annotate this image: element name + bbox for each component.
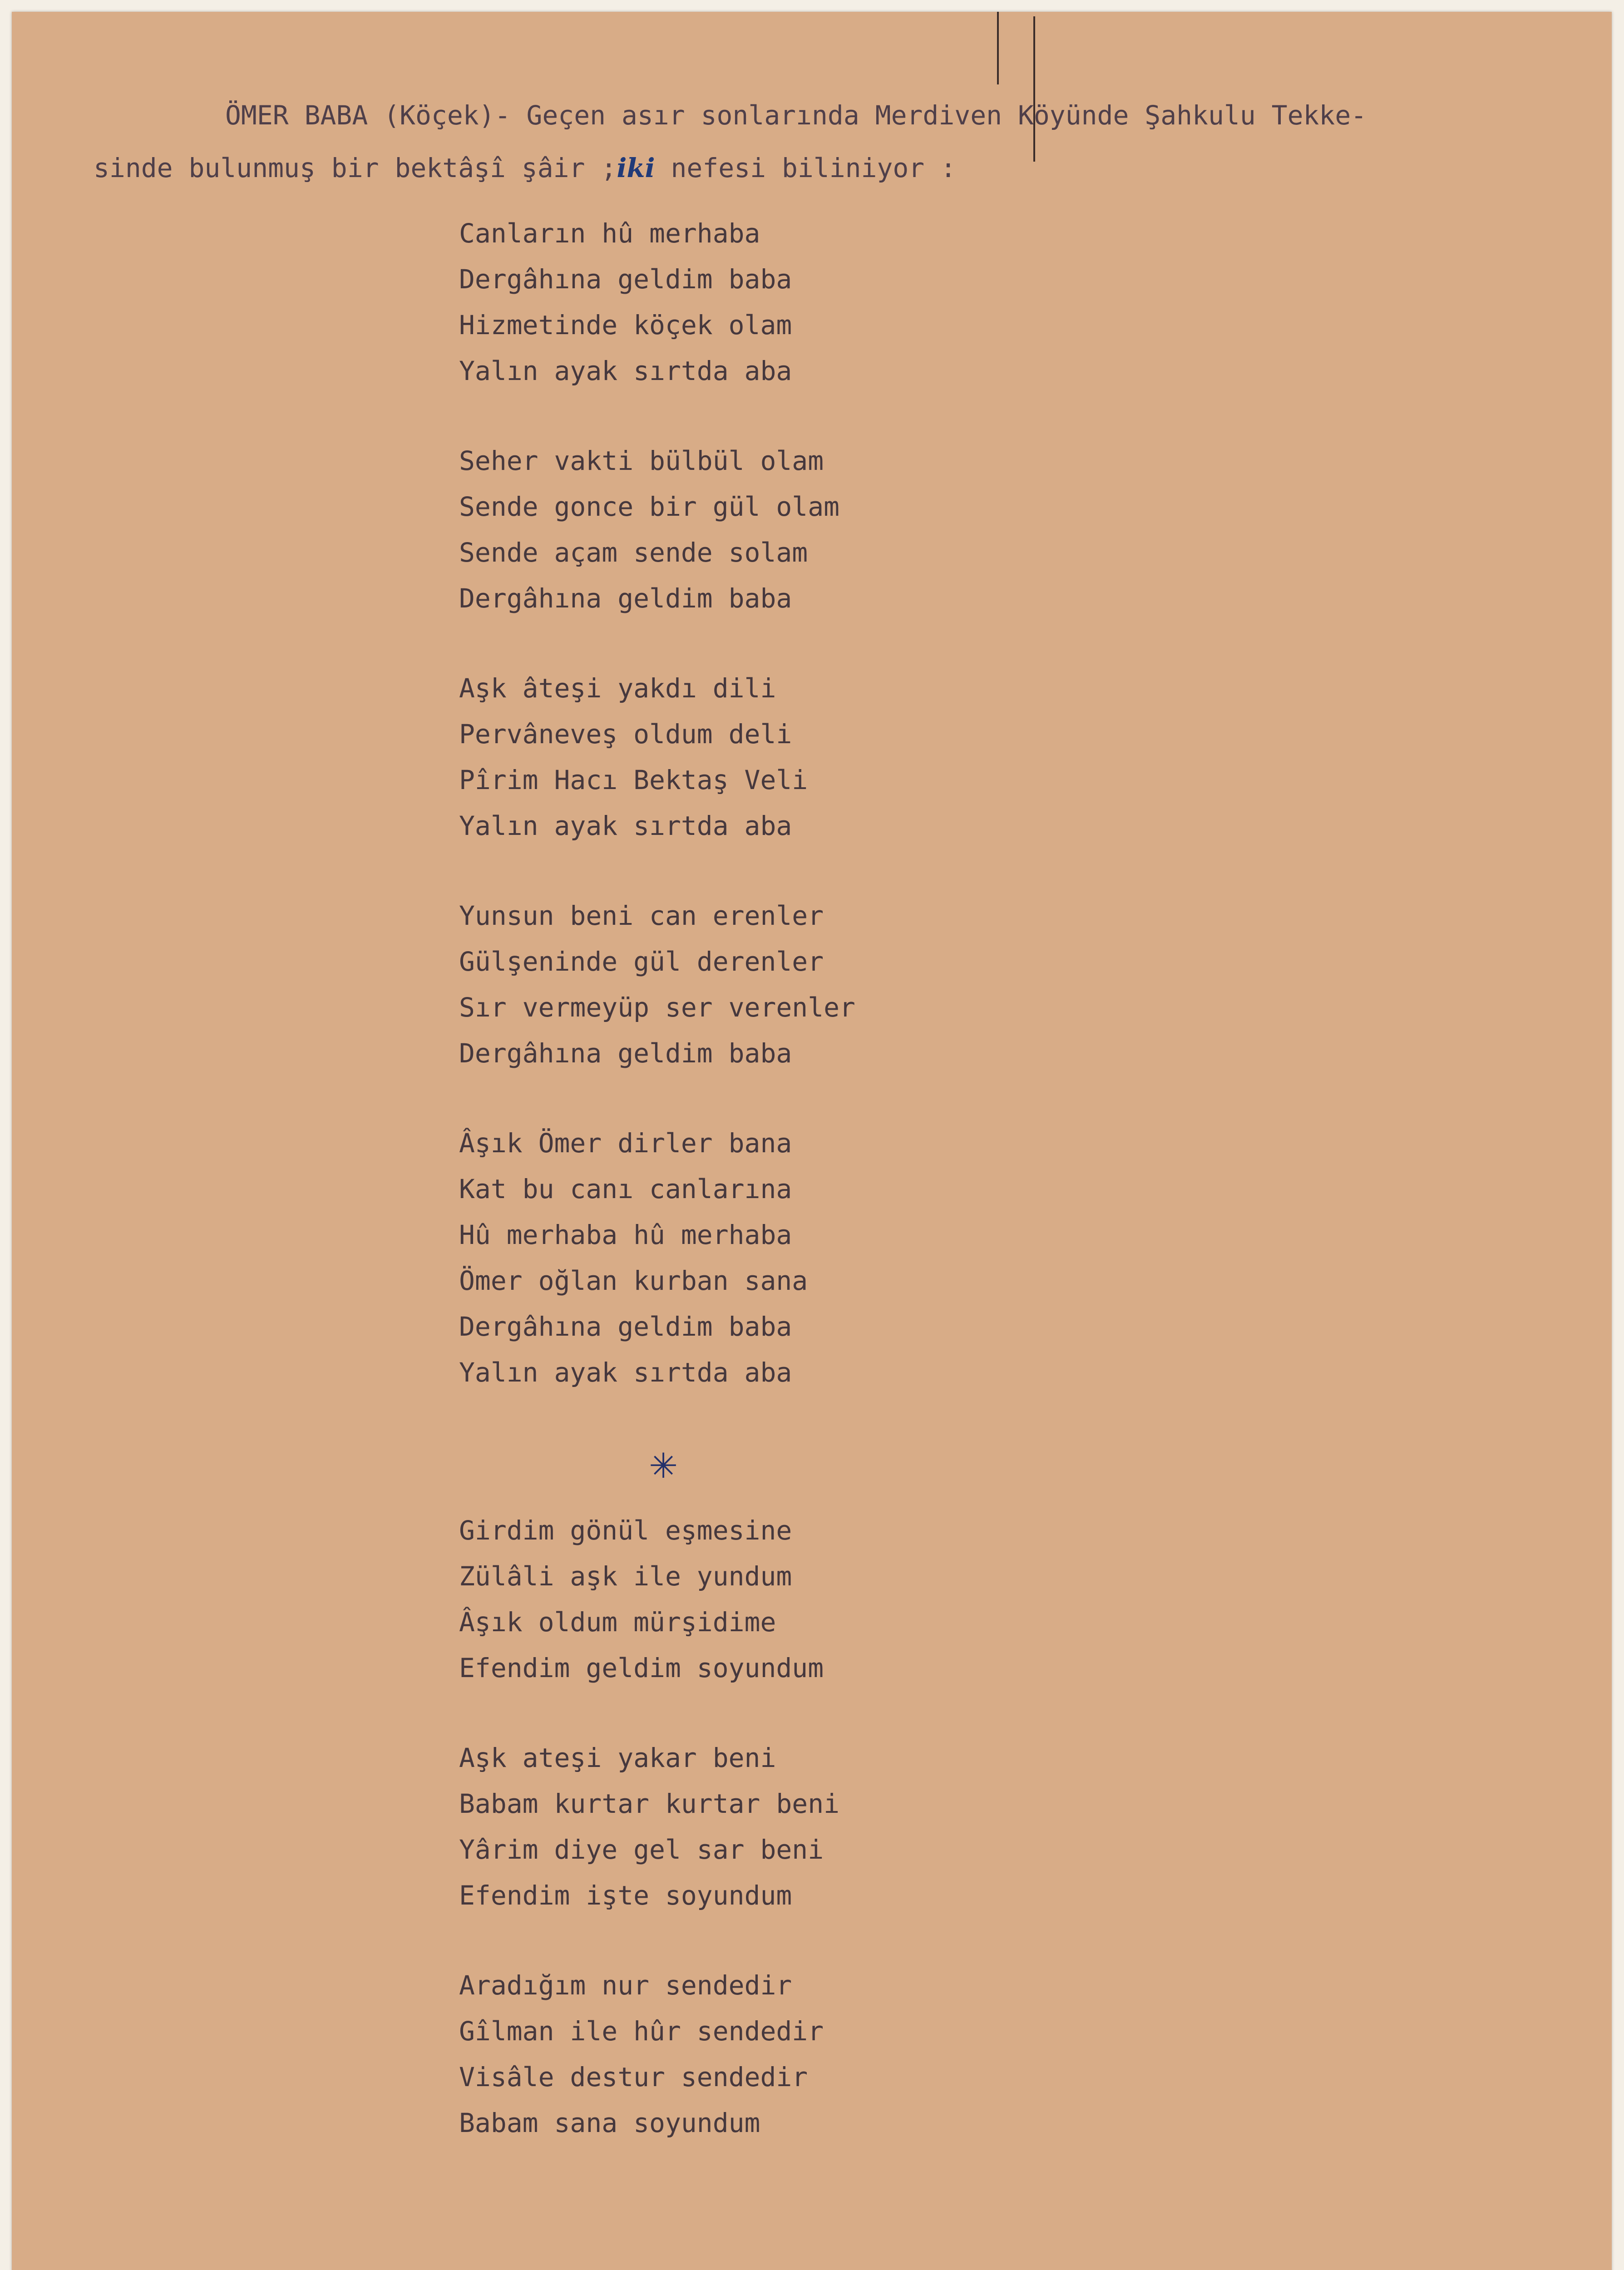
verse-line: Yalın ayak sırtda aba — [459, 810, 792, 841]
verse-line: Aradığım nur sendedir — [459, 1970, 792, 2001]
verse-line: Pîrim Hacı Bektaş Veli — [459, 765, 808, 795]
verse-line: Yunsun beni can erenler — [459, 900, 824, 931]
verse-line: Aşk âteşi yakdı dili — [459, 673, 776, 704]
poem-body — [459, 211, 855, 2190]
verse-line: Sende gonce bir gül olam — [459, 491, 840, 522]
verse-line: Sende açam sende solam — [459, 537, 808, 568]
verse-line: Gülşeninde gül derenler — [459, 946, 824, 977]
intro-line-2-start: sinde bulunmuş bir bektâşî şâir ; — [94, 153, 617, 183]
verse-line: Yalın ayak sırtda aba — [459, 355, 792, 386]
verse-line: Hû merhaba hû merhaba — [459, 1219, 792, 1250]
pencil-mark — [997, 12, 999, 84]
verse-line: Visâle destur sendedir — [459, 2062, 808, 2092]
verse-line: Âşık oldum mürşidime — [459, 1607, 776, 1638]
stanza — [459, 666, 855, 849]
verse-line: Kat bu canı canlarına — [459, 1174, 792, 1204]
stanza — [459, 1120, 855, 1396]
verse-line: Zülâli aşk ile yundum — [459, 1561, 792, 1592]
handwritten-insertion: iki — [617, 153, 655, 183]
verse-line: Dergâhına geldim baba — [459, 583, 792, 614]
verse-line: Canların hû merhaba — [459, 218, 760, 249]
typewritten-page — [12, 12, 1612, 2270]
verse-line: Yârim diye gel sar beni — [459, 1834, 824, 1865]
verse-line: Seher vakti bülbül olam — [459, 445, 824, 476]
verse-line: Babam kurtar kurtar beni — [459, 1788, 840, 1819]
introduction-paragraph — [94, 89, 1583, 194]
verse-line: Dergâhına geldim baba — [459, 1311, 792, 1342]
verse-line: Ömer oğlan kurban sana — [459, 1265, 808, 1296]
verse-line: Yalın ayak sırtda aba — [459, 1357, 792, 1388]
verse-line: Efendim geldim soyundum — [459, 1653, 824, 1683]
verse-line: Âşık Ömer dirler bana — [459, 1128, 792, 1159]
stanza — [459, 1963, 855, 2146]
stanza — [459, 211, 855, 394]
asterisk-separator: ✳ — [649, 1436, 677, 1489]
intro-line-2-end: nefesi biliniyor : — [655, 153, 957, 183]
verse-line: Dergâhına geldim baba — [459, 264, 792, 295]
stanza — [459, 1735, 855, 1919]
verse-line: Efendim işte soyundum — [459, 1880, 792, 1911]
verse-line: Sır vermeyüp ser verenler — [459, 992, 855, 1023]
verse-line: Dergâhına geldim baba — [459, 1038, 792, 1069]
verse-line: Girdim gönül eşmesine — [459, 1515, 792, 1546]
verse-line: Aşk ateşi yakar beni — [459, 1742, 776, 1773]
verse-line: Babam sana soyundum — [459, 2107, 760, 2138]
verse-line: Hizmetinde köçek olam — [459, 310, 792, 340]
verse-line: Gîlman ile hûr sendedir — [459, 2016, 824, 2047]
intro-line-1: ÖMER BABA (Köçek)- Geçen asır sonlarında Merdiven Köyünde Şahkulu Tekke- — [225, 100, 1367, 131]
stanza — [459, 1508, 855, 1691]
intro-line-2 — [94, 142, 1583, 194]
stanza — [459, 893, 855, 1076]
stanza — [459, 438, 855, 622]
verse-line: Pervâneveş oldum deli — [459, 719, 792, 750]
